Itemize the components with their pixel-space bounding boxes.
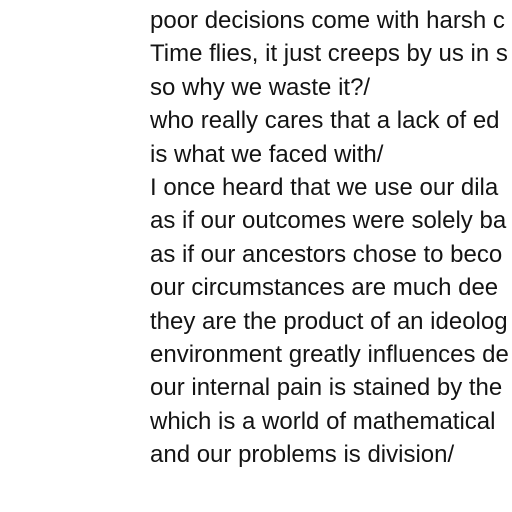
poem-line-7: as if our outcomes were solely ba (150, 207, 507, 235)
poem-line-10: they are the product of an ideolog (150, 307, 508, 335)
poem-line-3: so why we waste it?/ (150, 73, 371, 101)
poem-line-13: which is a world of mathematical (150, 407, 496, 435)
poem-line-6: I once heard that we use our dila (150, 173, 499, 201)
poem-line-11: environment greatly influences de (150, 340, 509, 368)
poem-line-4: who really cares that a lack of ed (150, 107, 500, 135)
poem-line-8: as if our ancestors chose to beco (150, 240, 503, 268)
poem-line-5: is what we faced with/ (150, 140, 384, 168)
poem-line-2: Time flies, it just creeps by us in s (150, 40, 508, 68)
poem-line-14: and our problems is division/ (150, 441, 455, 469)
poem-text-block (150, 4, 509, 471)
poem-line-12: our internal pain is stained by the (150, 374, 503, 402)
poem-line-1: poor decisions come with harsh c (150, 7, 505, 34)
poem-line-9: our circumstances are much dee (150, 274, 499, 302)
